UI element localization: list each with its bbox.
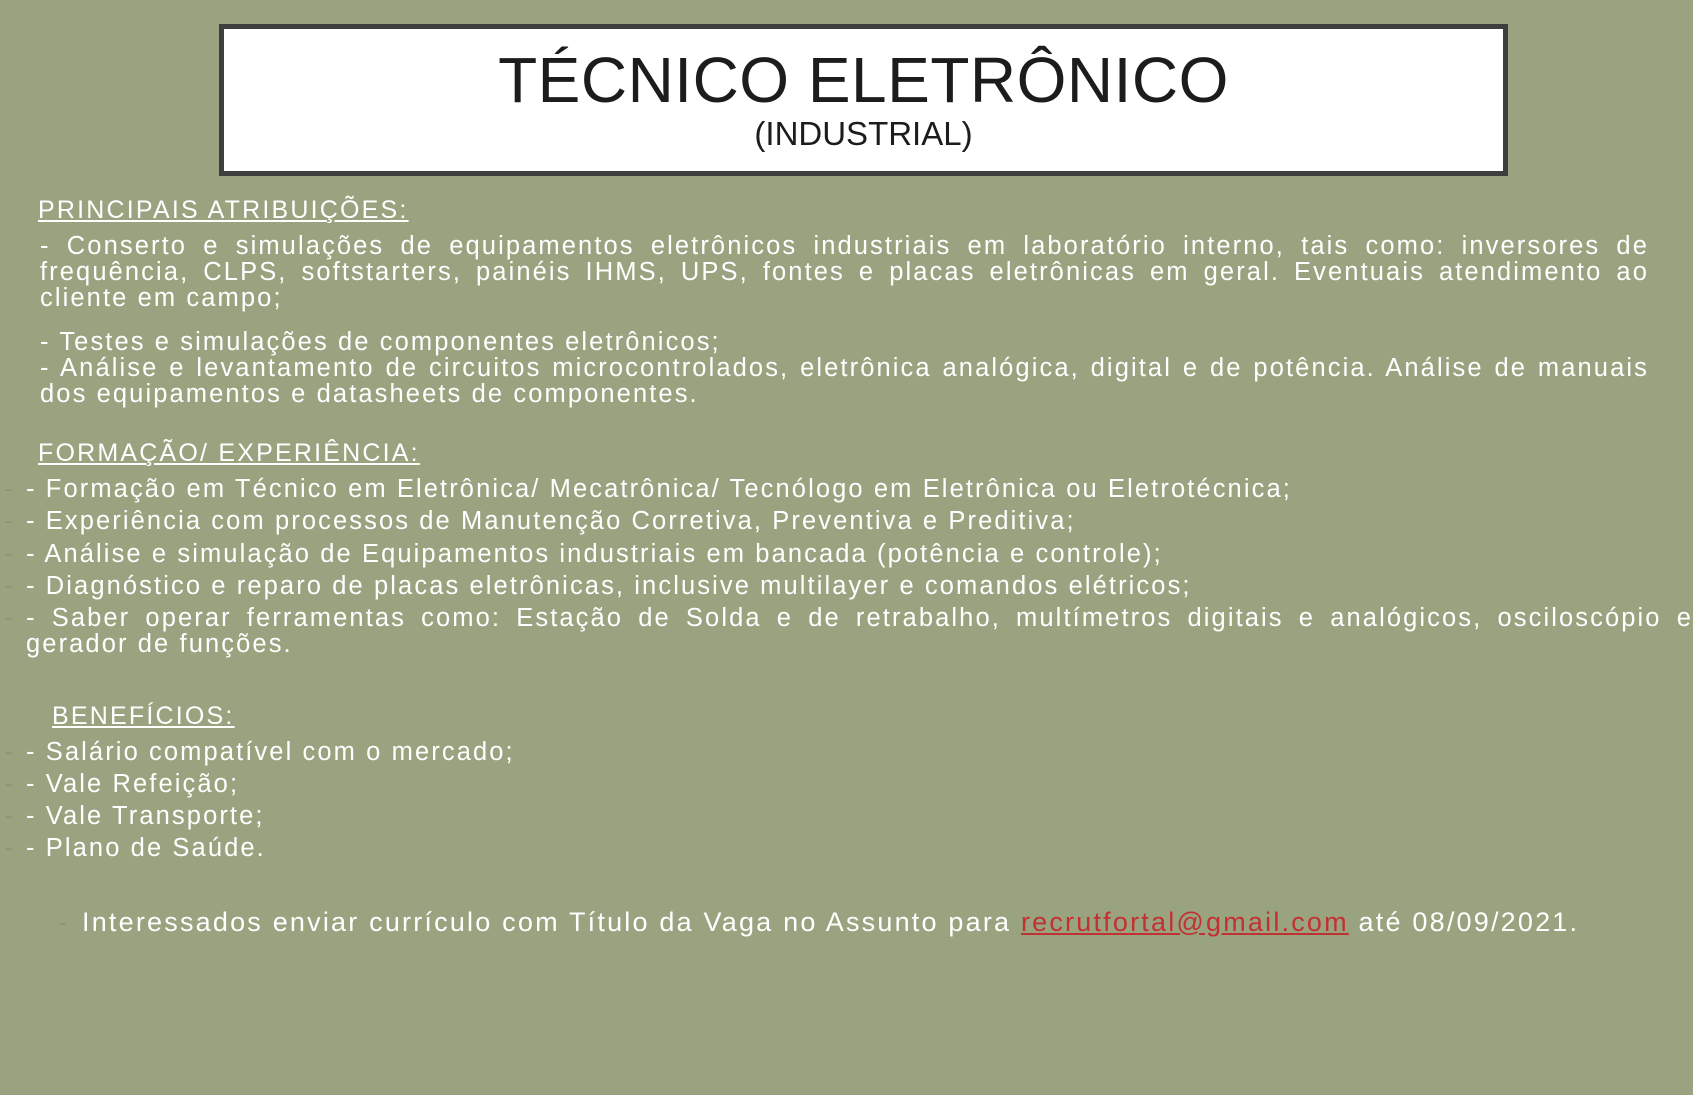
attributions-paragraph-3: - Análise e levantamento de circuitos microcontrolados, eletrônica analógica, digital e de potência. Análise de manuais dos equipamentos e datasheets de componentes. <box>40 354 1649 408</box>
title-box <box>219 24 1508 176</box>
list-item: - - Saber operar ferramentas como: Estação de Solda e de retrabalho, multímetros digitais e analógicos, osciloscópio e gerador de funções. <box>0 605 1693 658</box>
page-subtitle: (INDUSTRIAL) <box>754 115 973 153</box>
list-item: - - Diagnóstico e reparo de placas eletrônicas, inclusive multilayer e comandos elétricos; <box>0 573 1693 599</box>
apply-instructions <box>56 906 1647 940</box>
section-heading-education: FORMAÇÃO/ EXPERIÊNCIA: <box>38 439 420 467</box>
page-title: TÉCNICO ELETRÔNICO <box>498 44 1229 117</box>
list-item: - - Análise e simulação de Equipamentos industriais em bancada (potência e controle); <box>0 541 1693 567</box>
attributions-block <box>40 233 1649 407</box>
list-item: - - Vale Transporte; <box>0 803 1693 829</box>
attributions-paragraph-1: - Conserto e simulações de equipamentos eletrônicos industriais em laboratório interno, tais como: inversores de frequência, CLPS, softstarters, painéis IHMS, UPS, fontes e placas eletrônicas em geral. Eventuais atendimento ao cliente em campo; <box>40 232 1649 312</box>
list-item: - - Experiência com processos de Manutenção Corretiva, Preventiva e Preditiva; <box>0 508 1693 534</box>
section-heading-attributions: PRINCIPAIS ATRIBUIÇÕES: <box>38 196 409 224</box>
apply-email-link[interactable]: recrutfortal@gmail.com <box>1020 906 1349 937</box>
attributions-paragraph-2: - Testes e simulações de componentes eletrônicos; <box>40 328 721 356</box>
flyer-content <box>0 196 1693 939</box>
list-item: - - Formação em Técnico em Eletrônica/ Mecatrônica/ Tecnólogo em Eletrônica ou Eletrotécnica; <box>0 476 1693 502</box>
apply-text-before: Interessados enviar currículo com Título da Vaga no Assunto para <box>82 906 1012 937</box>
section-heading-benefits: BENEFÍCIOS: <box>52 701 235 730</box>
list-item: - - Salário compatível com o mercado; <box>0 739 1693 765</box>
list-item: - - Vale Refeição; <box>0 771 1693 797</box>
list-item: - - Plano de Saúde. <box>0 835 1693 861</box>
apply-deadline: até 08/09/2021. <box>1358 906 1580 937</box>
education-list <box>0 476 1693 658</box>
benefits-list <box>0 739 1693 862</box>
